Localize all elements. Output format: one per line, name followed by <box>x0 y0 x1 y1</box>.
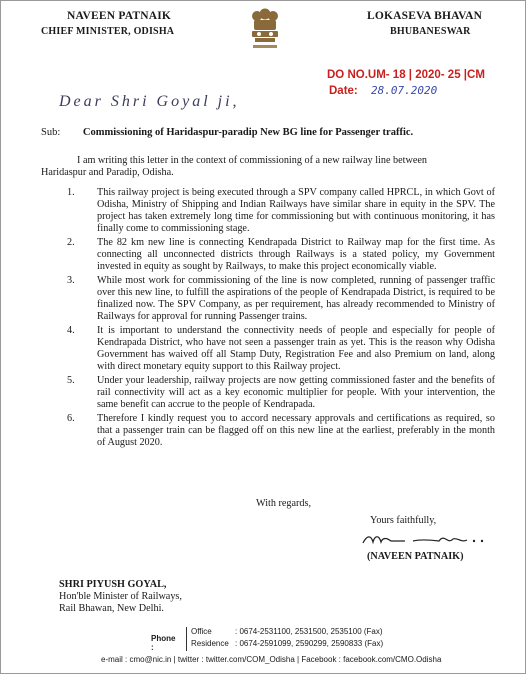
numbered-points <box>41 187 495 451</box>
list-item <box>41 275 495 323</box>
phone-label: Phone : <box>151 634 176 652</box>
point-text: While most work for commissioning of the line is now completed, running of passenger traffic over this new line, to fulfill the aspirations of the people of Kendrapada District, is required to be finalized now. The SPV Company, as per requirement, has already recommended to Ministry of Railways for approval for running Passenger trains. <box>97 275 495 322</box>
point-number: 2. <box>67 237 75 248</box>
point-text: Therefore I kindly request you to accord necessary approvals and certifications as required, so that a passenger train can be flagged off on this new line at the earliest, preferably in the month of August 2020. <box>97 413 495 448</box>
phone-divider <box>186 627 187 651</box>
do-number: DO NO.UM- 18 | 2020- 25 |CM <box>327 69 485 81</box>
subject-label: Sub: <box>41 127 61 138</box>
addressee-designation: Hon'ble Minister of Railways, <box>59 591 182 602</box>
intro-line-2: Haridaspur and Paradip, Odisha. <box>41 167 174 178</box>
letterhead-right-name: LOKASEVA BHAVAN <box>367 10 483 22</box>
point-number: 6. <box>67 413 75 424</box>
office-numbers: : 0674-2531100, 2531500, 2535100 (Fax) <box>235 627 383 636</box>
point-number: 3. <box>67 275 75 286</box>
reference-block <box>327 67 507 99</box>
point-text: It is important to understand the connectivity needs of people and especially for people of Kendrapada District, who have not seen a passenger train as yet. This is the reason why Odisha Government has waived off all Stamp Duty, Registration Fee and also Premium on land, along with direct monetary equity support to this Railway project. <box>97 325 495 372</box>
list-item <box>41 325 495 373</box>
intro-paragraph <box>41 155 497 179</box>
state-emblem-icon <box>245 7 285 57</box>
residence-numbers: : 0674-2591099, 2590299, 2590833 (Fax) <box>235 639 384 648</box>
list-item <box>41 375 495 411</box>
signatory-name: (NAVEEN PATNAIK) <box>367 551 464 562</box>
closing-yours-faithfully: Yours faithfully, <box>370 515 437 526</box>
subject-line <box>41 127 413 138</box>
intro-line-1: I am writing this letter in the context of commissioning of a new railway line between <box>77 155 427 166</box>
point-text: Under your leadership, railway projects are now getting commissioned faster and the benefits of rail connectivity will act as a key economic multiplier for people. With your intervention, the same benefit can accrue to the people of Kendrapada. <box>97 375 495 410</box>
point-text: The 82 km new line is connecting Kendrapada District to Railway map for the first time. As connecting all unconnected districts through Railways is a stated policy, my Government invested in equity as sought by Railways, to make this project economically viable. <box>97 237 495 272</box>
point-number: 5. <box>67 375 75 386</box>
addressee-name: SHRI PIYUSH GOYAL, <box>59 579 167 590</box>
list-item <box>41 237 495 273</box>
date-label: Date: <box>329 85 358 97</box>
residence-label: Residence <box>191 639 229 648</box>
addressee-block <box>59 579 182 615</box>
point-text: This railway project is being executed through a SPV company called HPRCL, in which Govt of Odisha, Ministry of Shipping and Indian Railways have similar share in equity in the SPV. The project has taken extremely long time for commissioning but with continuous monitoring, it has finally come to commissioning stage. <box>97 187 495 234</box>
letterhead-left-name: NAVEEN PATNAIK <box>67 10 172 22</box>
office-row <box>191 627 383 636</box>
point-number: 4. <box>67 325 75 336</box>
addressee-address: Rail Bhawan, New Delhi. <box>59 603 164 614</box>
residence-row <box>191 639 383 648</box>
date-line <box>329 83 507 99</box>
date-value: 28.07.2020 <box>370 84 438 97</box>
office-label: Office <box>191 627 212 636</box>
letterhead-left-title: CHIEF MINISTER, ODISHA <box>41 26 175 37</box>
subject-text: Commissioning of Haridaspur-paradip New BG line for Passenger traffic. <box>82 127 414 138</box>
list-item <box>41 413 495 449</box>
letterhead-right-place: BHUBANESWAR <box>390 26 471 37</box>
signature-icon <box>361 529 496 549</box>
salutation-handwritten: Dear Shri Goyal ji, <box>59 93 240 110</box>
closing-regards: With regards, <box>256 498 312 509</box>
point-number: 1. <box>67 187 75 198</box>
footer-contact-line: e-mail : cmo@nic.in | twitter : twitter.com/COM_Odisha | Facebook : facebook.com/CMO.Odisha <box>101 655 442 664</box>
list-item <box>41 187 495 235</box>
